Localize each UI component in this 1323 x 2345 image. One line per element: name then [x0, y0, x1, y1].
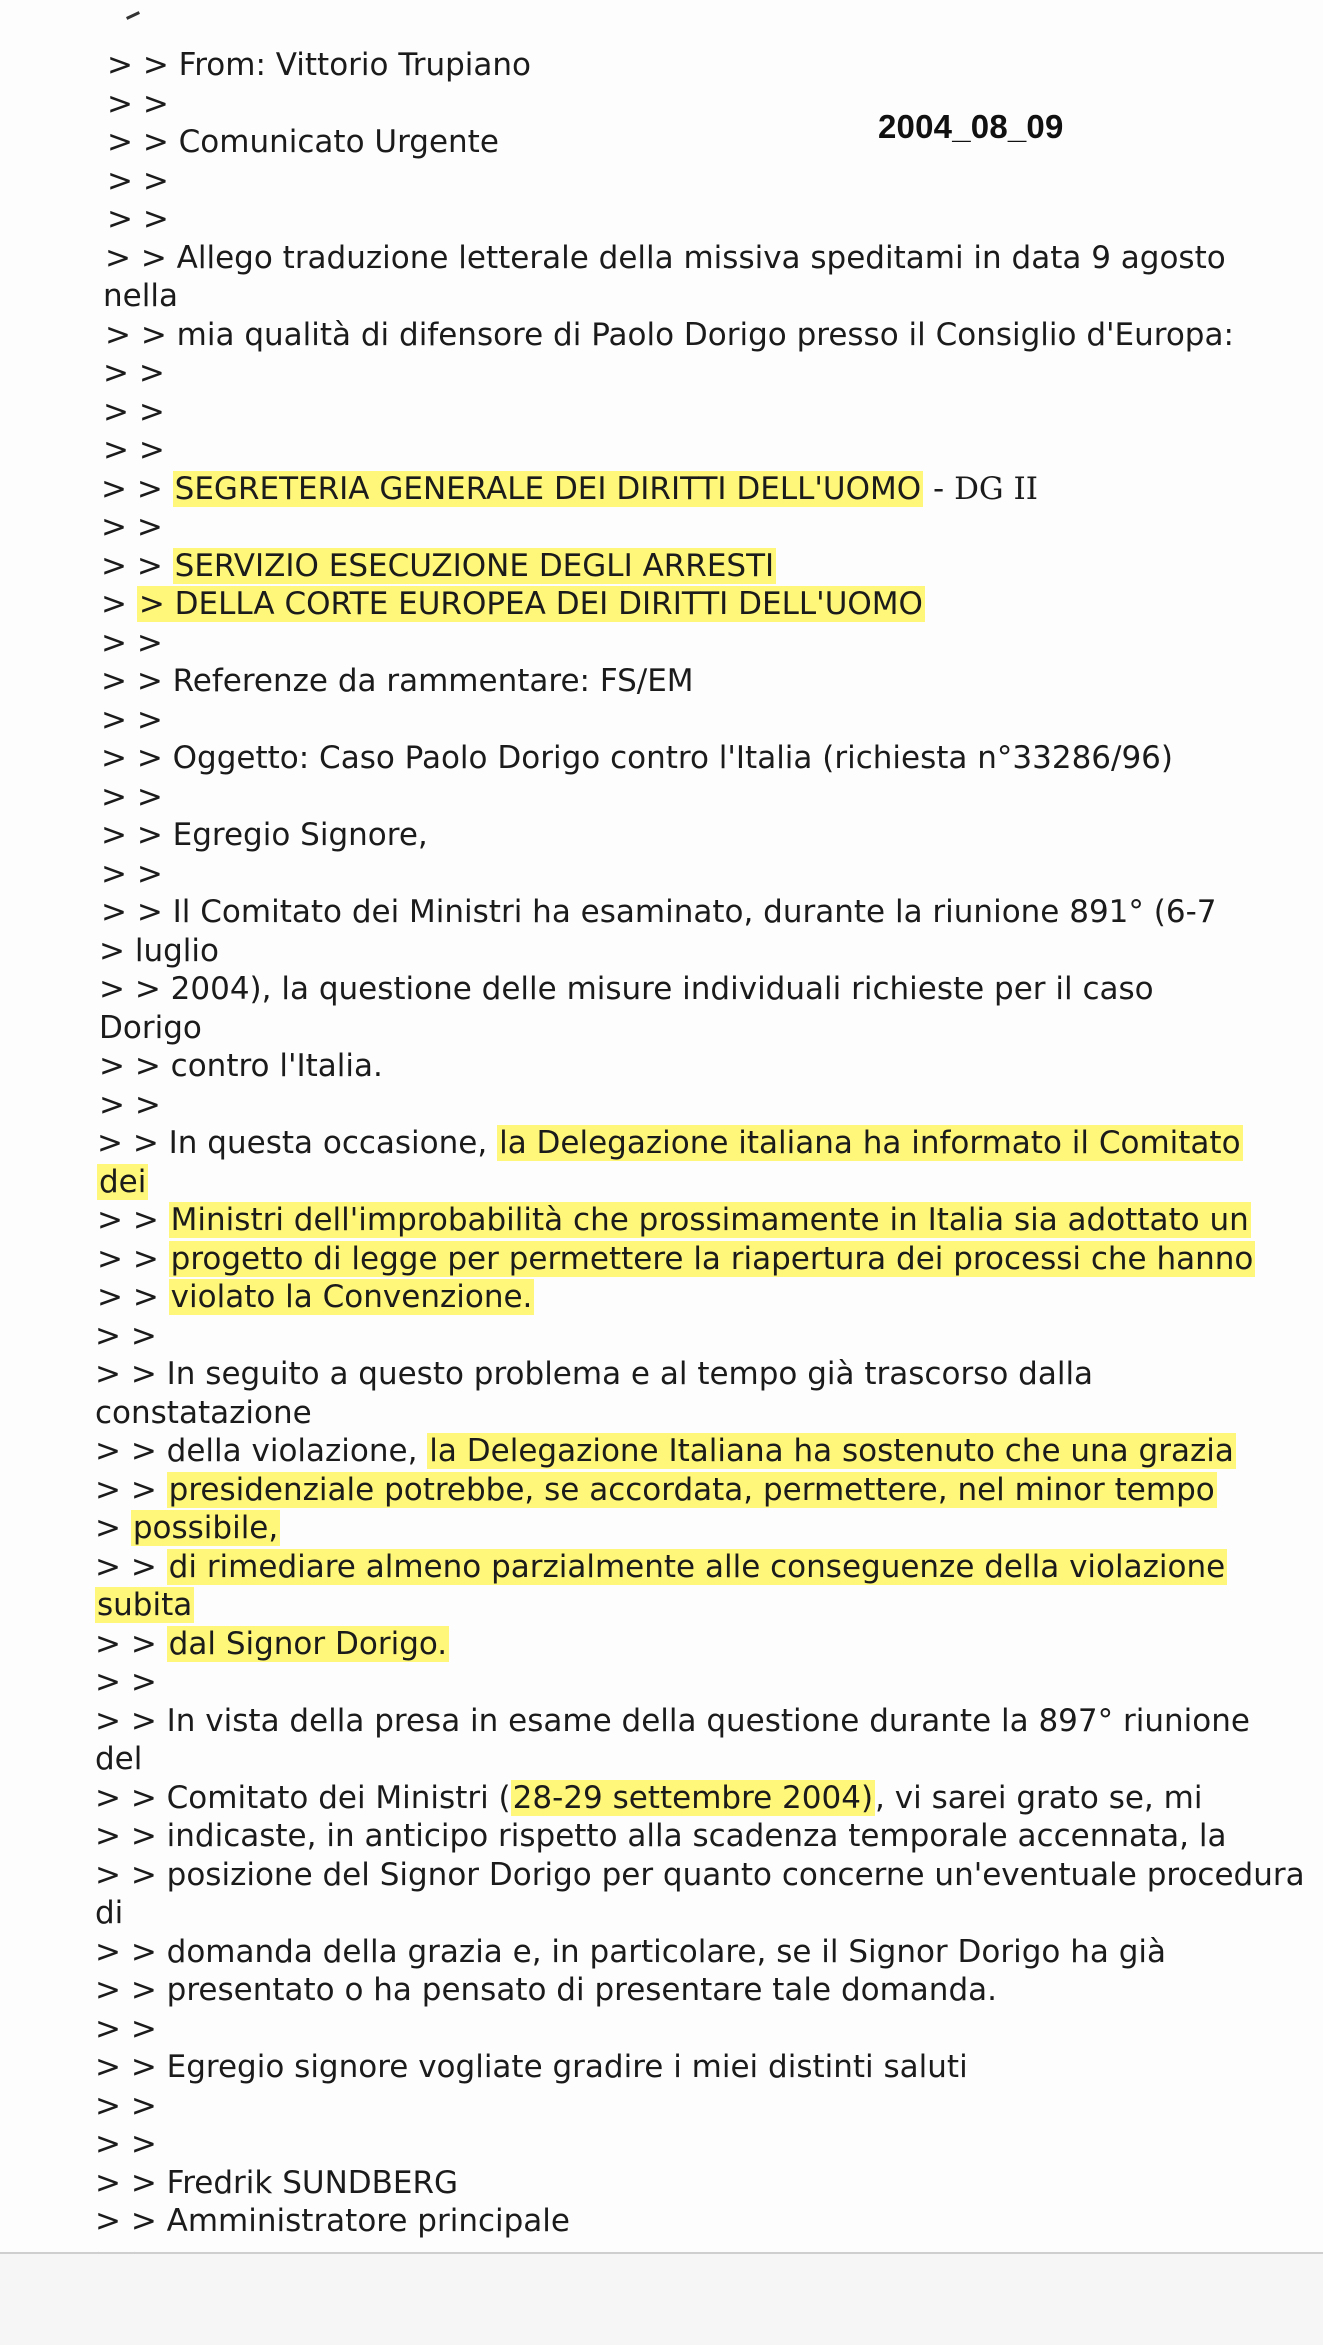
line-text: > >: [95, 1664, 157, 1700]
letter-line: [95, 1086, 1323, 1125]
letter-line: [95, 1894, 1323, 1933]
letter-line: [95, 1548, 1323, 1587]
letter-line: [95, 662, 1323, 701]
line-text: >: [101, 586, 137, 622]
highlighted-text: dal Signor Dorigo.: [168, 1625, 448, 1662]
line-text: > >: [97, 1240, 169, 1277]
line-text: > >: [95, 1471, 167, 1508]
line-text: Dorigo: [99, 1009, 202, 1046]
line-text: > > Comunicato Urgente: [107, 124, 499, 160]
line-text: DG II: [954, 470, 1039, 507]
line-text: > >: [95, 1548, 167, 1585]
line-text: > > In questa occasione,: [97, 1125, 498, 1161]
highlighted-text: progetto di legge per permettere la riapertura dei processi che hanno: [170, 1240, 1254, 1277]
line-text: > >: [107, 162, 169, 199]
letter-line: [95, 701, 1323, 740]
line-text: constatazione: [95, 1394, 312, 1431]
letter-line: [95, 893, 1323, 932]
highlighted-text: la Delegazione italiana ha informato il Comitato: [499, 1125, 1241, 1161]
letter-line: [95, 1240, 1323, 1279]
line-text: > > indicaste, in anticipo rispetto alla scadenza temporale accennata, la: [95, 1818, 1227, 1854]
letter-line: [95, 470, 1323, 509]
letter-line: [95, 1201, 1323, 1240]
letter-line: [95, 1509, 1323, 1548]
line-text: > >: [95, 2087, 157, 2124]
highlighted-text: SERVIZIO ESECUZIONE DEGLI ARRESTI: [174, 547, 775, 584]
letter-line: [95, 1586, 1323, 1625]
letter-line: [95, 1625, 1323, 1664]
document-id: 2004_08_09: [878, 108, 1064, 145]
letter-line: [95, 1394, 1323, 1433]
line-text: > >: [101, 701, 163, 738]
line-text: > >: [101, 470, 173, 507]
letter-line: [95, 1047, 1323, 1086]
letter-line: [95, 1740, 1323, 1779]
letter-line: [95, 2010, 1323, 2049]
line-text: > >: [103, 432, 165, 468]
highlighted-text: SEGRETERIA GENERALE DEI DIRITTI DELL'UOMO: [174, 470, 922, 507]
line-text: > >: [95, 1625, 167, 1662]
line-text: > > In seguito a questo problema e al tempo già trascorso dalla: [95, 1356, 1094, 1392]
line-text: -: [923, 470, 955, 507]
line-text: > >: [97, 1279, 169, 1315]
letter-line: [95, 123, 1323, 162]
line-text: > >: [101, 855, 163, 892]
letter-line: [95, 2202, 1323, 2241]
letter-line: [95, 2125, 1323, 2164]
line-text: > > Fredrik SUNDBERG: [95, 2164, 459, 2201]
letter-line: [95, 624, 1323, 663]
page-bottom-margin: [0, 2254, 1323, 2345]
line-text: , vi sarei grato se, mi: [875, 1779, 1203, 1816]
letter-line: [95, 1702, 1323, 1741]
letter-line: [95, 2048, 1323, 2087]
letter-line: [95, 739, 1323, 778]
line-text: > > Amministratore principale: [95, 2203, 570, 2239]
line-text: > > Comitato dei Ministri (: [95, 1779, 511, 1816]
highlighted-text: Ministri dell'improbabilità che prossimamente in Italia sia adottato un: [170, 1202, 1249, 1238]
line-text: > > Oggetto: Caso Paolo Dorigo contro l'Italia (richiesta n°33286/96): [101, 740, 1173, 776]
line-text: > luglio: [99, 932, 219, 969]
line-text: >: [95, 1510, 131, 1546]
highlighted-text: possibile,: [132, 1510, 279, 1546]
highlighted-text: 28-29 settembre 2004): [512, 1779, 874, 1816]
highlighted-text: presidenziale potrebbe, se accordata, permettere, nel minor tempo: [168, 1471, 1215, 1508]
highlighted-text: di rimediare almeno parzialmente alle conseguenze della violazione: [168, 1548, 1226, 1585]
line-text: > > Egregio signore vogliate gradire i miei distinti saluti: [95, 2049, 968, 2085]
line-text: > >: [101, 624, 163, 661]
letter-line: [95, 2087, 1323, 2126]
letter-line: [95, 1471, 1323, 1510]
letter-line: [95, 200, 1323, 239]
letter-line: [95, 1009, 1323, 1048]
letter-line: [95, 855, 1323, 894]
highlighted-text: > DELLA CORTE EUROPEA DEI DIRITTI DELL'UOMO: [138, 586, 923, 622]
line-text: > > posizione del Signor Dorigo per quanto concerne un'eventuale procedura: [95, 1856, 1305, 1893]
letter-line: [95, 932, 1323, 971]
line-text: > >: [101, 778, 163, 815]
letter-line: [95, 46, 1323, 85]
line-text: > >: [101, 509, 163, 545]
line-text: > > della violazione,: [95, 1433, 428, 1469]
letter-line: [95, 1432, 1323, 1471]
line-text: > > contro l'Italia.: [99, 1048, 383, 1084]
line-text: > > domanda della grazia e, in particolare, se il Signor Dorigo ha già: [95, 1933, 1167, 1970]
letter-line: [95, 816, 1323, 855]
letter-line: [95, 1124, 1323, 1163]
line-text: nella: [103, 278, 178, 314]
letter-line: [95, 354, 1323, 393]
letter-line: [95, 1856, 1323, 1895]
letter-line: [95, 431, 1323, 470]
line-text: > > In vista della presa in esame della questione durante la 897° riunione: [95, 1702, 1250, 1739]
letter-line: [95, 1933, 1323, 1972]
line-text: del: [95, 1741, 143, 1777]
letter-line: [95, 1355, 1323, 1394]
line-text: > > mia qualità di difensore di Paolo Dorigo presso il Consiglio d'Europa:: [105, 316, 1234, 353]
letter-line: [95, 778, 1323, 817]
letter-body: [95, 46, 1323, 2279]
line-text: > >: [103, 355, 165, 391]
highlighted-text: dei: [99, 1163, 147, 1200]
line-text: > >: [99, 1086, 161, 1123]
letter-line: [95, 1163, 1323, 1202]
letter-line: [95, 1779, 1323, 1818]
line-text: > > Referenze da rammentare: FS/EM: [101, 663, 694, 699]
letter-line: [95, 85, 1323, 124]
letter-line: [95, 316, 1323, 355]
letter-line: [95, 393, 1323, 432]
line-text: > >: [95, 2010, 157, 2047]
line-text: > >: [103, 393, 165, 430]
line-text: > > presentato o ha pensato di presentare tale domanda.: [95, 1972, 997, 2008]
letter-line: [95, 1817, 1323, 1856]
letter-line: [95, 162, 1323, 201]
line-text: > > 2004), la questione delle misure individuali richieste per il caso: [99, 971, 1154, 1007]
letter-line: [95, 1663, 1323, 1702]
highlighted-text: subita: [97, 1587, 193, 1623]
line-text: > >: [107, 201, 169, 237]
line-text: > >: [95, 1317, 157, 1354]
letter-line: [95, 547, 1323, 586]
letter-line: [95, 1317, 1323, 1356]
letter-line: [95, 585, 1323, 624]
line-text: di: [95, 1895, 124, 1931]
highlighted-text: la Delegazione Italiana ha sostenuto che una grazia: [429, 1433, 1234, 1469]
line-text: > >: [107, 85, 169, 122]
letter-line: [95, 1278, 1323, 1317]
line-text: > > Allego traduzione letterale della missiva speditami in data 9 agosto: [105, 239, 1226, 276]
line-text: > > From: Vittorio Trupiano: [107, 47, 532, 83]
highlighted-text: violato la Convenzione.: [170, 1279, 533, 1315]
line-text: > >: [101, 547, 173, 584]
letter-line: [95, 970, 1323, 1009]
corner-mark: [126, 11, 140, 20]
line-text: > >: [95, 2126, 157, 2162]
letter-line: [95, 277, 1323, 316]
letter-line: [95, 239, 1323, 278]
letter-line: [95, 508, 1323, 547]
letter-line: [95, 1971, 1323, 2010]
line-text: > >: [97, 1202, 169, 1238]
letter-line: [95, 2164, 1323, 2203]
line-text: > > Egregio Signore,: [101, 817, 428, 853]
line-text: > > Il Comitato dei Ministri ha esaminato, durante la riunione 891° (6-7: [101, 894, 1217, 930]
